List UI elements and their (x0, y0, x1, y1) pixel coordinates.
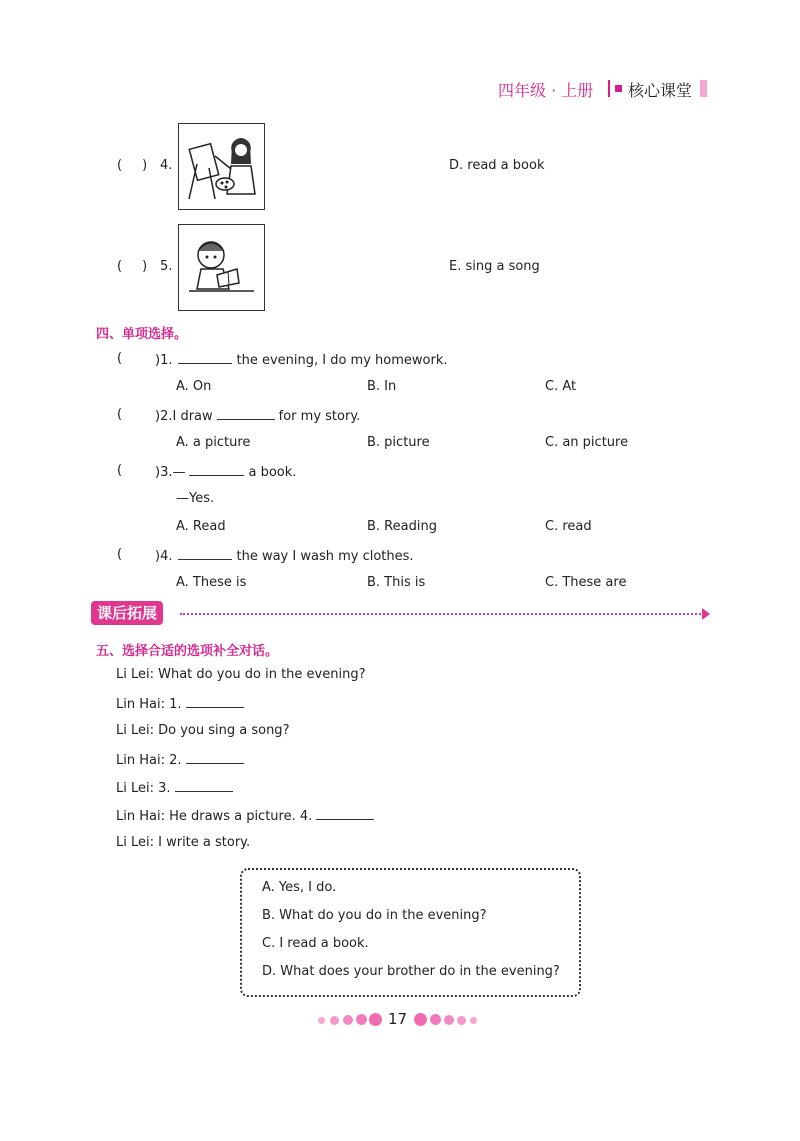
q2-option-b[interactable]: B. picture (367, 435, 430, 450)
dialog-blank-4[interactable] (316, 807, 374, 820)
q3-reply: —Yes. (176, 491, 215, 506)
match-answer-e: E. sing a song (449, 259, 540, 274)
q1-option-a[interactable]: A. On (176, 379, 212, 394)
footer-dot (369, 1013, 382, 1026)
footer-dot (356, 1014, 367, 1025)
dialog-line-5: Li Lei: 3. (116, 779, 237, 796)
dialog-line-7: Li Lei: I write a story. (116, 835, 251, 850)
section4-title: 四、单项选择。 (96, 327, 188, 342)
option-a[interactable]: A. Yes, I do. (262, 880, 337, 895)
q1-blank[interactable] (178, 351, 232, 364)
q1-paren[interactable]: ( (117, 351, 123, 366)
boy-reading-image (178, 224, 265, 311)
page-number: 17 (388, 1010, 408, 1028)
q3-blank[interactable] (189, 463, 244, 476)
q2-option-a[interactable]: A. a picture (176, 435, 251, 450)
banner-arrow-icon (702, 608, 710, 620)
header-grade: 四年级 · 上册 (498, 81, 594, 100)
match-paren-5[interactable]: ( ) (117, 259, 148, 274)
dialog-blank-3[interactable] (175, 779, 233, 792)
q3-paren[interactable]: ( (117, 463, 123, 478)
q3-option-c[interactable]: C. read (545, 519, 592, 534)
dialog-line-2: Lin Hai: 1. (116, 695, 248, 712)
q2-option-c[interactable]: C. an picture (545, 435, 629, 450)
banner-label: 课后拓展 (91, 601, 163, 625)
girl-painting-image (178, 123, 265, 210)
q1-option-c[interactable]: C. At (545, 379, 577, 394)
footer-dot (457, 1016, 466, 1025)
q3-option-b[interactable]: B. Reading (367, 519, 437, 534)
q2-paren[interactable]: ( (117, 407, 123, 422)
match-paren-4[interactable]: ( ) (117, 158, 148, 173)
dialog-line-1: Li Lei: What do you do in the evening? (116, 667, 366, 682)
q2-blank[interactable] (217, 407, 275, 420)
header-bar (700, 80, 707, 97)
match-num-5: 5. (160, 259, 173, 274)
q1-stem: )1. the evening, I do my homework. (155, 353, 448, 368)
match-answer-d: D. read a book (449, 158, 545, 173)
q4-option-b[interactable]: B. This is (367, 575, 426, 590)
q4-option-c[interactable]: C. These are (545, 575, 627, 590)
section5-title: 五、选择合适的选项补全对话。 (96, 644, 279, 659)
q4-blank[interactable] (178, 547, 232, 560)
q4-paren[interactable]: ( (117, 547, 123, 562)
option-b[interactable]: B. What do you do in the evening? (262, 908, 487, 923)
option-c[interactable]: C. I read a book. (262, 936, 369, 951)
q4-option-a[interactable]: A. These is (176, 575, 247, 590)
footer-dot (318, 1017, 325, 1024)
q4-stem: )4. the way I wash my clothes. (155, 549, 414, 564)
footer-dot (430, 1014, 441, 1025)
dialog-line-3: Li Lei: Do you sing a song? (116, 723, 290, 738)
q3-option-a[interactable]: A. Read (176, 519, 226, 534)
header-divider (608, 80, 610, 97)
footer-dot (444, 1015, 454, 1025)
dialog-line-6: Lin Hai: He draws a picture. 4. (116, 807, 378, 824)
header-brand: 核心课堂 (628, 81, 693, 100)
footer-dot (343, 1015, 353, 1025)
header-square-icon (615, 85, 622, 92)
option-d[interactable]: D. What does your brother do in the evening? (262, 964, 560, 979)
match-num-4: 4. (160, 158, 173, 173)
dialog-blank-2[interactable] (186, 751, 244, 764)
banner-dotted-line (180, 613, 704, 615)
footer-dot (414, 1013, 427, 1026)
footer-dot (330, 1016, 339, 1025)
q1-option-b[interactable]: B. In (367, 379, 397, 394)
q2-stem: )2.I draw for my story. (155, 409, 361, 424)
dialog-blank-1[interactable] (186, 695, 244, 708)
dialog-line-4: Lin Hai: 2. (116, 751, 248, 768)
footer-dot (470, 1017, 477, 1024)
q3-stem: )3.— a book. (155, 465, 297, 480)
